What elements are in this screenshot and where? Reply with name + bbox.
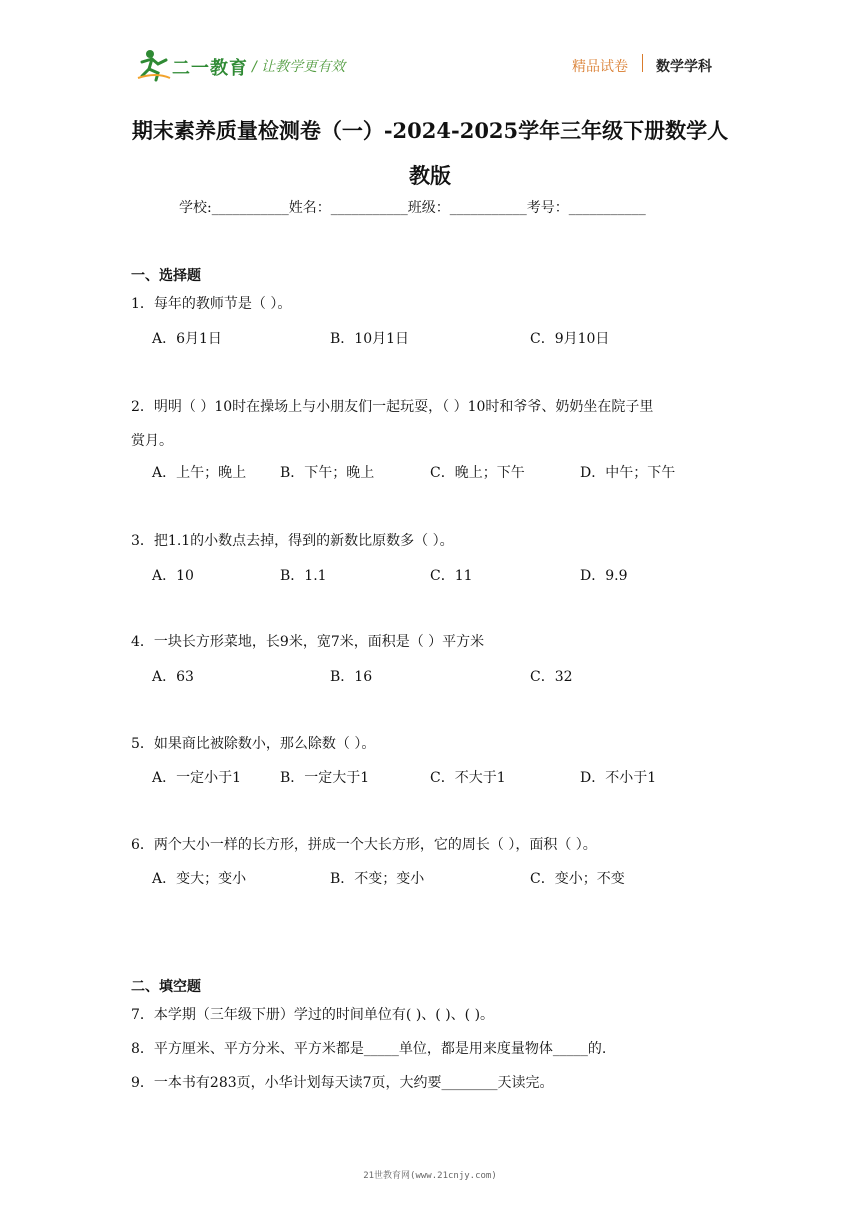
question-4: 4．一块长方形菜地，长9米，宽7米，面积是（ ）平方米 [131,634,485,650]
tag-quality-papers: 精品试卷 [572,59,628,75]
q5-option-a: A．一定小于1 [152,770,242,786]
question-7: 7．本学期（三年级下册）学过的时间单位有( )、( )、( )。 [131,1007,495,1023]
question-2: 2．明明（ ）10时在操场上与小朋友们一起玩耍，（ ）10时和爷爷、奶奶坐在院子里 [131,399,654,415]
q2-option-c: C．晚上；下午 [430,465,525,481]
question-3: 3．把1.1的小数点去掉，得到的新数比原数多（ ）。 [131,533,454,549]
q2-option-a: A．上午；晚上 [152,465,247,481]
q5-option-d: D．不小于1 [580,770,657,786]
q4-option-c: C．32 [530,669,573,685]
q3-option-c: C．11 [430,568,473,584]
question-2-cont: 赏月。 [131,433,173,449]
q6-option-b: B．不变；变小 [330,871,425,887]
page-title-line1: 期末素养质量检测卷（一）-2024-2025学年三年级下册数学人 [131,118,729,143]
q6-option-a: A．变大；变小 [152,871,247,887]
tag-subject: 数学学科 [656,59,712,75]
q3-option-b: B．1.1 [280,568,327,584]
q3-option-d: D．9.9 [580,568,628,584]
question-8: 8．平方厘米、平方分米、平方米都是_____单位，都是用来度量物体_____的. [131,1041,607,1057]
q4-option-b: B．16 [330,669,373,685]
q1-option-b: B．10月1日 [330,331,410,347]
question-9: 9．一本书有283页，小华计划每天读7页，大约要________天读完。 [131,1075,554,1091]
q4-option-a: A．63 [152,669,194,685]
q5-option-c: C．不大于1 [430,770,506,786]
slogan: / 让教学更有效 [252,59,346,75]
brand-logo-text: 二一教育 [172,58,248,79]
question-1: 1．每年的教师节是（ ）。 [131,296,292,312]
q5-option-b: B．一定大于1 [280,770,370,786]
question-6: 6．两个大小一样的长方形，拼成一个大长方形，它的周长（ ），面积（ ）。 [131,837,597,853]
section-heading-fill: 二、填空题 [131,979,201,995]
q2-option-d: D．中午；下午 [580,465,676,481]
page-title-line2: 教版 [409,163,451,188]
q6-option-c: C．变小；不变 [530,871,625,887]
student-info-line: 学校:___________姓名：___________班级：___________考号：___________ [179,200,646,216]
q1-option-c: C．9月10日 [530,331,610,347]
header-divider [642,54,643,72]
q1-option-a: A．6月1日 [152,331,222,347]
section-heading-choice: 一、选择题 [131,268,201,284]
q3-option-a: A．10 [152,568,194,584]
question-5: 5．如果商比被除数小，那么除数（ ）。 [131,736,376,752]
q2-option-b: B．下午；晚上 [280,465,375,481]
page-footer: 21世教育网(www.21cnjy.com) [363,1171,497,1181]
